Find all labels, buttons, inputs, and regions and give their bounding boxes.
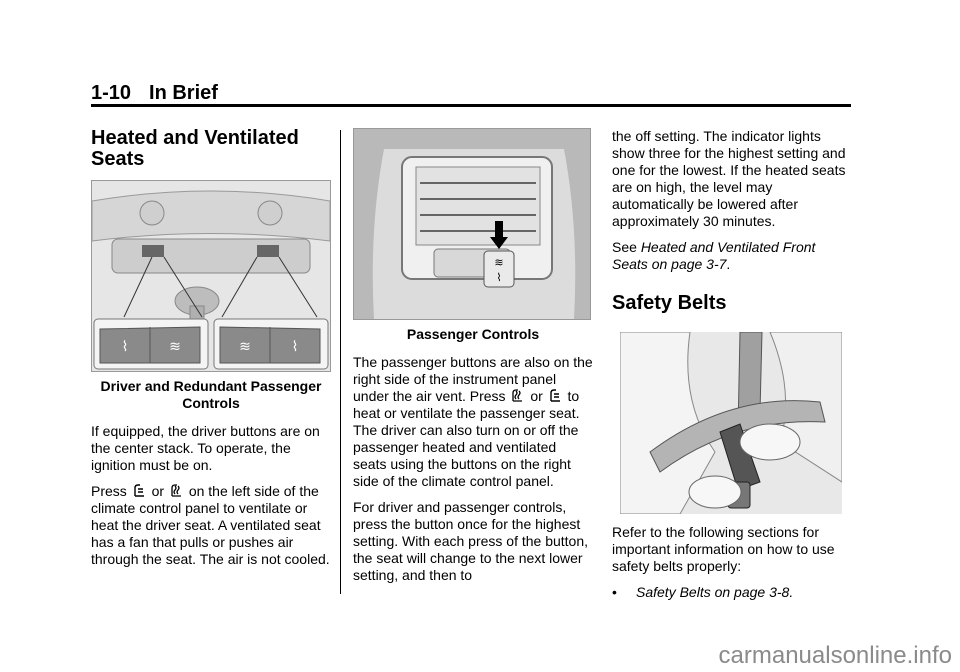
safety-belt-figure [620,332,842,514]
reference-heated-seats[interactable]: Heated and Ventilated Front Seats on page 3-7 [612,239,816,272]
heated-seat-icon [170,483,183,498]
heading-heated-seats: Heated and Ventilated Seats [91,127,299,170]
svg-text:⌇: ⌇ [121,339,129,355]
paragraph-refer-sections: Refer to the following sections for important information on how to use safety belts properly: [612,524,835,574]
page-number: 1-10 [91,82,132,104]
paragraph-driver-buttons: If equipped, the driver buttons are on the center stack. To operate, the ignition must be on. [91,423,320,473]
column-3 [612,128,852,601]
ventilated-seat-icon [133,483,146,498]
paragraph-passenger-buttons: The passenger buttons are also on the right side of the instrument panel under the air vent. Press or to heat or ventilate the passenger seat. The driver can also turn on or off the passenger heated and ventilated seats using the buttons on the right side of the climate control panel. [353,354,593,489]
paragraph-see-reference: See Heated and Ventilated Front Seats on page 3-7. [612,239,816,272]
reference-safety-belts[interactable]: Safety Belts on page 3-8. [636,584,794,600]
page-header [91,82,851,105]
svg-text:≋: ≋ [169,339,181,355]
section-title: In Brief [149,82,218,104]
passenger-controls-caption: Passenger Controls [406,326,540,342]
list-item [612,584,852,601]
svg-text:≋: ≋ [494,256,504,269]
driver-controls-caption: Driver and Redundant Passenger Controls [100,378,322,411]
svg-text:≋: ≋ [239,339,251,355]
paragraph-off-setting: the off setting. The indicator lights show three for the highest setting and one for the lowest. If the heated seats are on high, the level may automatically be lowered after approximately 30 minutes. [612,128,846,229]
svg-text:⌇: ⌇ [496,271,502,284]
column-2 [353,128,593,593]
bullet-icon: • [612,584,617,600]
driver-controls-figure [91,180,331,372]
column-divider [340,130,341,594]
paragraph-driver-passenger-controls: For driver and passenger controls, press the button once for the highest setting. With each press of the button, the seat will change to the next lower setting, and then to [353,499,589,583]
header-rule [91,104,851,107]
heading-safety-belts: Safety Belts [612,292,727,314]
watermark: carmanualsonline.info [718,642,952,669]
passenger-controls-figure [353,128,591,320]
svg-text:⌇: ⌇ [291,339,299,355]
ventilated-seat-icon [549,388,562,403]
paragraph-press-driver: Press or on the left side of the climate control panel to ventilate or heat the driver seat. A ventilated seat has a fan that pulls or pushes air through the seat. The air is not cooled. [91,483,330,567]
heated-seat-icon [511,388,524,403]
column-1 [91,128,331,577]
